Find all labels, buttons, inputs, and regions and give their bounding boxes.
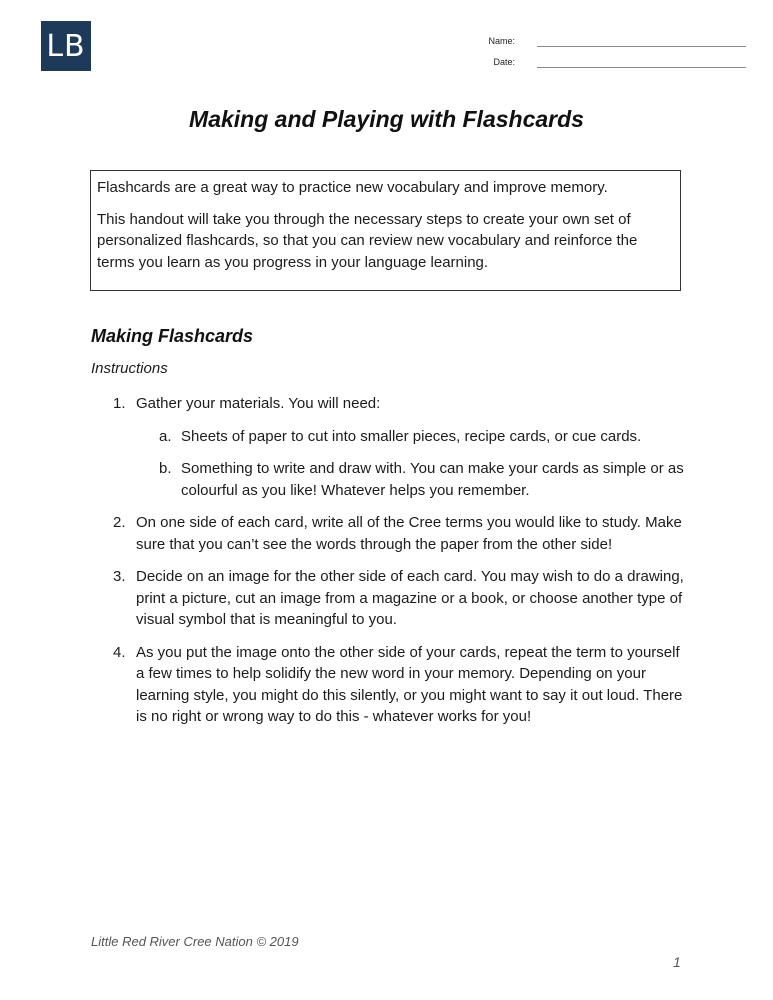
page-title: Making and Playing with Flashcards (189, 106, 584, 132)
instructions-subheading: Instructions (91, 360, 168, 377)
list-item (91, 393, 691, 501)
step-number: 3. (113, 568, 126, 585)
sub-list (136, 426, 691, 502)
section-heading: Making Flashcards (91, 326, 254, 346)
step-text: Gather your materials. You will need: (136, 395, 381, 412)
page-number: 1 (673, 954, 681, 970)
name-field[interactable] (470, 36, 746, 52)
name-line[interactable] (537, 46, 746, 47)
sub-list-item (136, 458, 691, 501)
sub-list-item (136, 426, 691, 448)
list-item (91, 642, 691, 728)
date-line[interactable] (537, 67, 746, 68)
footer-copyright: Little Red River Cree Nation © 2019 (91, 934, 299, 949)
step-text: On one side of each card, write all of the Cree terms you would like to study. Make sure that you can’t see the words through the paper from the other side! (136, 514, 682, 553)
step-number: 2. (113, 514, 126, 531)
intro-paragraph-2: This handout will take you through the necessary steps to create your own set of personalized flashcards, so that you can review new vocabulary and reinforce the terms you learn as you progress in your language learning. (97, 210, 638, 271)
name-label: Name: (488, 36, 515, 46)
substep-text: Sheets of paper to cut into smaller pieces, recipe cards, or cue cards. (181, 427, 642, 445)
date-field[interactable] (470, 57, 746, 73)
step-number: 1. (113, 395, 126, 412)
step-number: 4. (113, 643, 126, 661)
list-item (91, 566, 691, 631)
substep-letter: a. (159, 427, 172, 445)
step-text: Decide on an image for the other side of each card. You may wish to do a drawing, print a picture, cut an image from a magazine or a book, or choose another type of visual symbol that is meaningful to you. (136, 568, 684, 628)
instruction-list (91, 393, 691, 739)
step-text: As you put the image onto the other side of your cards, repeat the term to yourself a few times to help solidify the new word in your memory. Depending on your learning style, you might do this silently, or you might want to say it out loud. There is no right or wrong way to do this - whatever works for you! (136, 643, 683, 725)
substep-text: Something to write and draw with. You can make your cards as simple or as colourful as you like! Whatever helps you remember. (181, 460, 684, 499)
intro-box (90, 170, 681, 291)
date-label: Date: (493, 57, 515, 67)
substep-letter: b. (159, 460, 172, 477)
lb-logo: LB (41, 21, 91, 71)
list-item (91, 512, 691, 555)
intro-paragraph-1: Flashcards are a great way to practice new vocabulary and improve memory. (97, 179, 608, 196)
